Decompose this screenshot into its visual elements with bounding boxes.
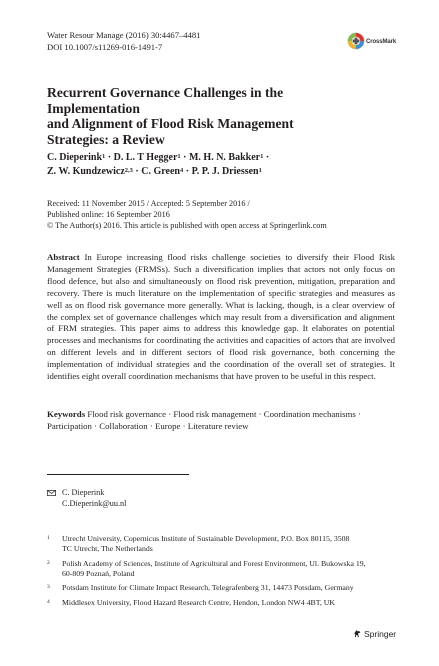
affiliation-number: 3 <box>47 584 50 590</box>
keywords <box>47 409 395 433</box>
doi-line[interactable]: DOI 10.1007/s11269-016-1491-7 <box>47 41 163 52</box>
affiliation-text <box>62 583 402 593</box>
affiliation-number: 1 <box>47 535 50 541</box>
keywords-text-2: Participation · Collaboration · Europe · Literature review <box>47 420 249 431</box>
author-name[interactable]: M. H. N. Bakker <box>188 152 261 163</box>
author-affil-ref: 4 <box>179 167 184 174</box>
author-name[interactable]: Z. W. Kundzewicz <box>47 166 125 177</box>
author-name[interactable]: C. Green <box>141 166 180 177</box>
title-line-1: Recurrent Governance Challenges in the Implementation <box>47 85 284 116</box>
abstract-label: Abstract <box>47 252 80 262</box>
affiliation-line: Potsdam Institute for Climate Impact Research, Telegrafenberg 31, 14473 Potsdam, Germany <box>62 583 354 592</box>
envelope-icon <box>47 490 56 496</box>
crossmark-label: CrossMark <box>366 39 397 45</box>
springer-horse-icon <box>353 629 362 638</box>
affiliation-text <box>62 534 402 554</box>
dates-line-1: Received: 11 November 2015 / Accepted: 5 September 2016 / <box>47 199 250 208</box>
correspondence-text <box>62 488 126 510</box>
author-affil-ref: 1 <box>258 167 262 174</box>
affiliation-line: 60-809 Poznań, Poland <box>62 569 135 579</box>
author-affil-ref: 2,3 <box>124 167 133 174</box>
affiliation-number: 2 <box>47 560 50 566</box>
keywords-label: Keywords <box>47 409 86 419</box>
correspondence-name: C. Dieperink <box>62 488 105 497</box>
affiliation-line: Utrecht University, Copernicus Institute of Sustainable Development, P.O. Box 80115, 3508 <box>62 534 350 543</box>
article-title <box>47 85 377 147</box>
affiliation-line: Middlesex University, Flood Hazard Research Centre, Hendon, London NW4 4BT, UK <box>62 598 336 607</box>
author-affil-ref: 1 <box>177 153 181 160</box>
affiliation-text <box>62 598 402 608</box>
journal-volume-line: Water Resour Manage (2016) 30:4467–4481 <box>47 30 201 40</box>
abstract <box>47 252 395 383</box>
keywords-text-1: Flood risk governance · Flood risk management · Coordination mechanisms · <box>87 409 361 419</box>
author-name[interactable]: C. Dieperink <box>47 152 102 163</box>
author-affil-ref: 1 <box>102 153 106 160</box>
affiliation-line: Polish Academy of Sciences, Institute of Agricultural and Forest Environment, Ul. Bukowska 19, <box>62 559 366 568</box>
author-line-2: Z. W. Kundzewicz$^{2,3}$ · C. Green$^4$ · P. P. J. Driessen$^1$ <box>47 166 262 177</box>
author-name[interactable]: P. P. J. Driessen <box>191 166 259 177</box>
publisher-logo <box>353 629 396 639</box>
title-line-2: and Alignment of Flood Risk Management <box>47 116 294 132</box>
affiliation-line: TC Utrecht, The Netherlands <box>62 544 153 554</box>
publisher-name: Springer <box>364 629 397 639</box>
affiliation-text <box>62 559 402 579</box>
keywords-line-1 <box>47 409 395 421</box>
footnote-divider <box>47 474 189 475</box>
abstract-text: In Europe increasing flood risks challenge societies to diversify their Flood Risk Management Strategies (FRMSs). Such a diversification implies that actors not only focus on flood defence, but also and simultaneously on flood risk prevention, mitigation, preparation and recovery. There is much literature on the implementation of specific strategies and measures as well as on flood risk governance more generally. What is lacking, though, is a clear overview of the complex set of governance challenges which may result from a diversification and alignment of FRM strategies. This paper aims to address this knowledge gap. It elaborates on potential processes and mechanisms for coordinating the activities and capacities of actors that are involved on different levels and in different sectors of flood risk governance, both concerning the implementation of individual strategies and the coordination of the overall set of strategies. It identifies eight overall coordination mechanisms that have proven to be useful in this respect. <box>47 252 396 382</box>
publication-dates <box>47 199 327 231</box>
title-line-3: Strategies: a Review <box>47 131 165 147</box>
correspondence-email[interactable]: C.Dieperink@uu.nl <box>62 498 127 508</box>
author-line-1: C. Dieperink$^1$ · D. L. T Hegger$^1$ · M. H. N. Bakker$^1$ · <box>47 152 270 163</box>
journal-citation <box>47 30 200 53</box>
copyright-line: © The Author(s) 2016. This article is published with open access at Springerlink.com <box>47 220 327 230</box>
crossmark-icon <box>347 30 365 52</box>
crossmark-badge[interactable] <box>347 30 397 52</box>
author-name[interactable]: D. L. T Hegger <box>113 152 178 163</box>
author-affil-ref: 1 <box>260 153 264 160</box>
dates-line-2: Published online: 16 September 2016 <box>47 209 170 219</box>
affiliation-number: 4 <box>47 599 50 605</box>
author-list <box>47 151 269 179</box>
